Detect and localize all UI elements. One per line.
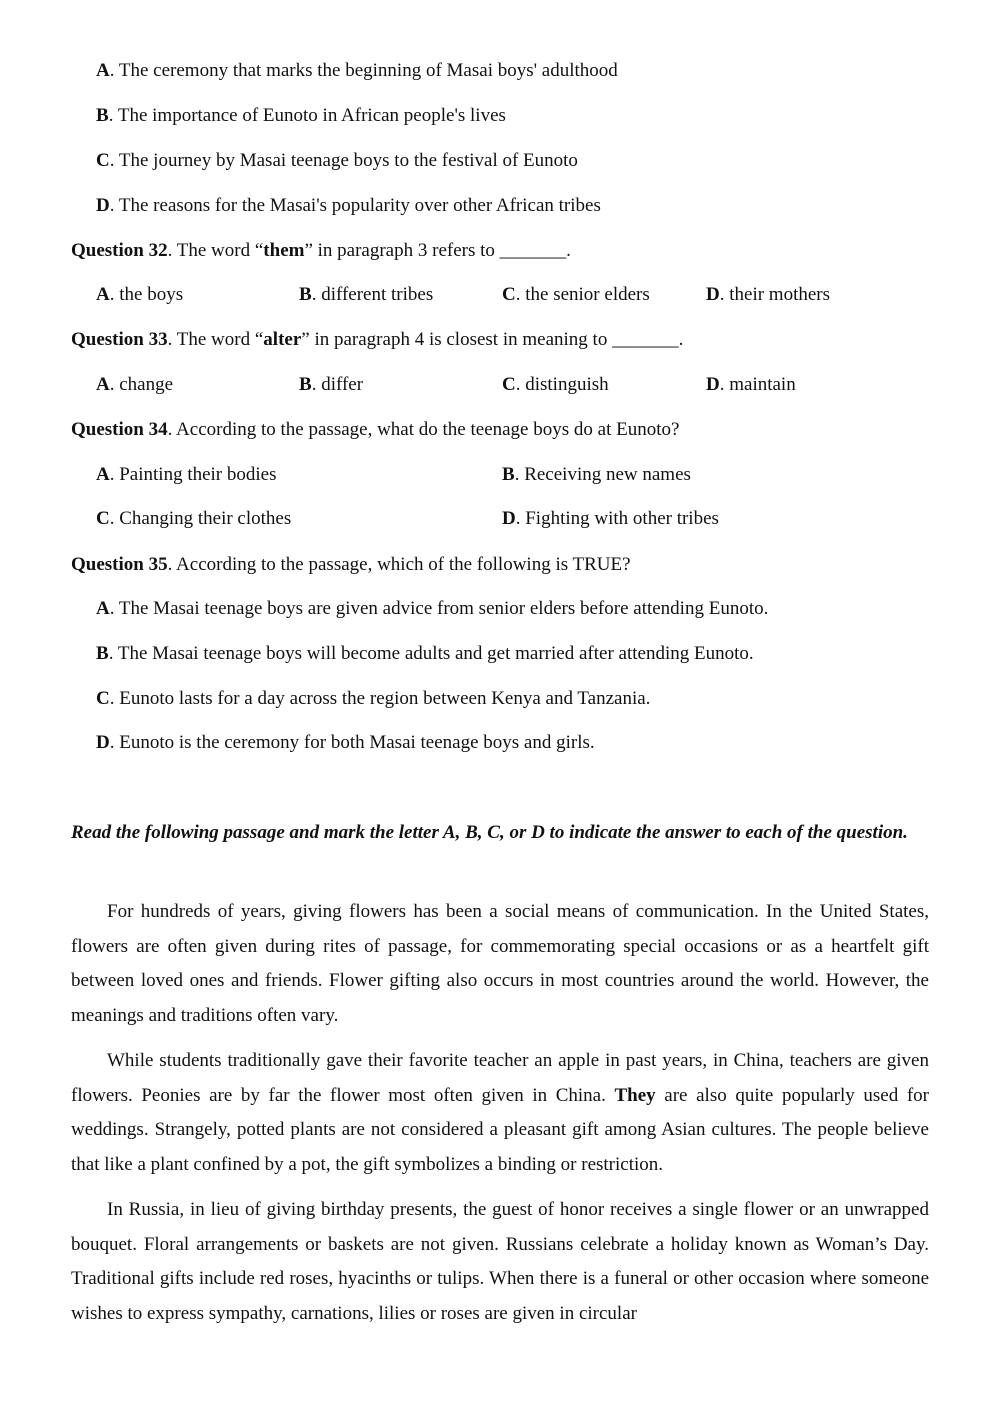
option-text: . maintain xyxy=(719,374,796,395)
question-text: . According to the passage, what do the teenage boys do at Eunoto? xyxy=(167,419,680,440)
passage-paragraph-2 xyxy=(71,1044,929,1183)
q35-option-c[interactable] xyxy=(96,687,650,711)
question-32 xyxy=(71,239,571,263)
option-text: . Eunoto lasts for a day across the region between Kenya and Tanzania. xyxy=(109,688,651,709)
question-34 xyxy=(71,418,679,442)
question-label: Question 33 xyxy=(71,329,168,350)
option-text: . The ceremony that marks the beginning of Masai boys' adulthood xyxy=(109,60,618,81)
option-text: . the senior elders xyxy=(515,284,650,305)
q31-option-a[interactable] xyxy=(96,59,618,83)
question-35 xyxy=(71,553,631,577)
option-letter: B xyxy=(96,105,109,126)
q34-option-b[interactable] xyxy=(502,463,691,487)
option-text: . The Masai teenage boys are given advice from senior elders before attending Eunoto. xyxy=(109,598,769,619)
option-text: . change xyxy=(109,374,174,395)
option-letter: C xyxy=(96,688,110,709)
question-text: . According to the passage, which of the following is TRUE? xyxy=(167,554,631,575)
option-text: . Receiving new names xyxy=(514,464,691,485)
q32-option-b[interactable] xyxy=(299,283,433,307)
q33-option-c[interactable] xyxy=(502,373,609,397)
question-label: Question 32 xyxy=(71,240,168,261)
option-letter: A xyxy=(96,464,110,485)
q33-option-a[interactable] xyxy=(96,373,173,397)
option-letter: C xyxy=(502,374,516,395)
option-text: . differ xyxy=(311,374,364,395)
option-text: . The Masai teenage boys will become adults and get married after attending Eunoto. xyxy=(108,643,754,664)
option-letter: A xyxy=(96,60,110,81)
q34-option-c[interactable] xyxy=(96,507,291,531)
keyword: alter xyxy=(263,329,302,350)
option-letter: D xyxy=(502,508,516,529)
option-letter: B xyxy=(299,284,312,305)
q31-option-c[interactable] xyxy=(96,149,578,173)
option-letter: B xyxy=(96,643,109,664)
question-text: ” in paragraph 4 is closest in meaning to _______. xyxy=(301,329,684,350)
option-text: . distinguish xyxy=(515,374,609,395)
highlighted-word: They xyxy=(614,1084,656,1106)
q31-option-b[interactable] xyxy=(96,104,506,128)
option-text: . Changing their clothes xyxy=(109,508,292,529)
question-33 xyxy=(71,328,683,352)
q33-option-d[interactable] xyxy=(706,373,796,397)
option-letter: D xyxy=(706,374,720,395)
option-letter: D xyxy=(96,732,110,753)
q34-option-a[interactable] xyxy=(96,463,277,487)
option-text: . The reasons for the Masai's popularity over other African tribes xyxy=(109,195,601,216)
keyword: them xyxy=(263,240,305,261)
option-text: . Painting their bodies xyxy=(109,464,277,485)
option-letter: D xyxy=(96,195,110,216)
q35-option-b[interactable] xyxy=(96,642,754,666)
option-text: . different tribes xyxy=(311,284,434,305)
option-text: . The journey by Masai teenage boys to the festival of Eunoto xyxy=(109,150,578,171)
option-text: . Fighting with other tribes xyxy=(515,508,719,529)
option-letter: A xyxy=(96,284,110,305)
q33-option-b[interactable] xyxy=(299,373,363,397)
q32-option-d[interactable] xyxy=(706,283,830,307)
option-letter: C xyxy=(502,284,516,305)
question-text: . The word “ xyxy=(167,240,264,261)
q35-option-a[interactable] xyxy=(96,597,768,621)
question-label: Question 34 xyxy=(71,419,168,440)
section-instruction: Read the following passage and mark the letter A, B, C, or D to indicate the answer to each of the question. xyxy=(71,822,908,843)
option-text: . The importance of Eunoto in African people's lives xyxy=(108,105,506,126)
option-letter: B xyxy=(299,374,312,395)
passage-paragraph-3: In Russia, in lieu of giving birthday presents, the guest of honor receives a single flower or an unwrapped bouquet. Floral arrangements or baskets are not given. Russians celebrate a holiday known as Woman’s Day. Traditional gifts include red roses, hyacinths or tulips. When there is a funeral or other occasion where someone wishes to express sympathy, carnations, lilies or roses are given in circular xyxy=(71,1199,929,1325)
option-text: . Eunoto is the ceremony for both Masai teenage boys and girls. xyxy=(109,732,595,753)
option-letter: C xyxy=(96,508,110,529)
paragraph-text: While students traditionally gave their favorite teacher an apple in past years, in China, teachers are given flowers. Peonies are by far the flower most often given in China. xyxy=(71,1050,929,1106)
option-letter: A xyxy=(96,598,110,619)
option-letter: B xyxy=(502,464,515,485)
paragraph-text: are also quite popularly used for weddings. Strangely, potted plants are not considered a pleasant gift among Asian cultures. The people believe that like a plant confined by a pot, the gift symbolizes a binding or restriction. xyxy=(71,1084,929,1176)
passage-paragraph-1: For hundreds of years, giving flowers has been a social means of communication. In the United States, flowers are often given during rites of passage, for commemorating special occasions or as a heartfelt gift between loved ones and friends. Flower gifting also occurs in most countries around the world. However, the meanings and traditions often vary. xyxy=(71,901,929,1027)
question-label: Question 35 xyxy=(71,554,168,575)
question-text: ” in paragraph 3 refers to _______. xyxy=(304,240,571,261)
option-letter: D xyxy=(706,284,720,305)
option-letter: A xyxy=(96,374,110,395)
q32-option-c[interactable] xyxy=(502,283,650,307)
question-text: . The word “ xyxy=(167,329,264,350)
q34-option-d[interactable] xyxy=(502,507,719,531)
q32-option-a[interactable] xyxy=(96,283,183,307)
option-letter: C xyxy=(96,150,110,171)
option-text: . the boys xyxy=(109,284,184,305)
option-text: . their mothers xyxy=(719,284,831,305)
q31-option-d[interactable] xyxy=(96,194,601,218)
q35-option-d[interactable] xyxy=(96,731,595,755)
